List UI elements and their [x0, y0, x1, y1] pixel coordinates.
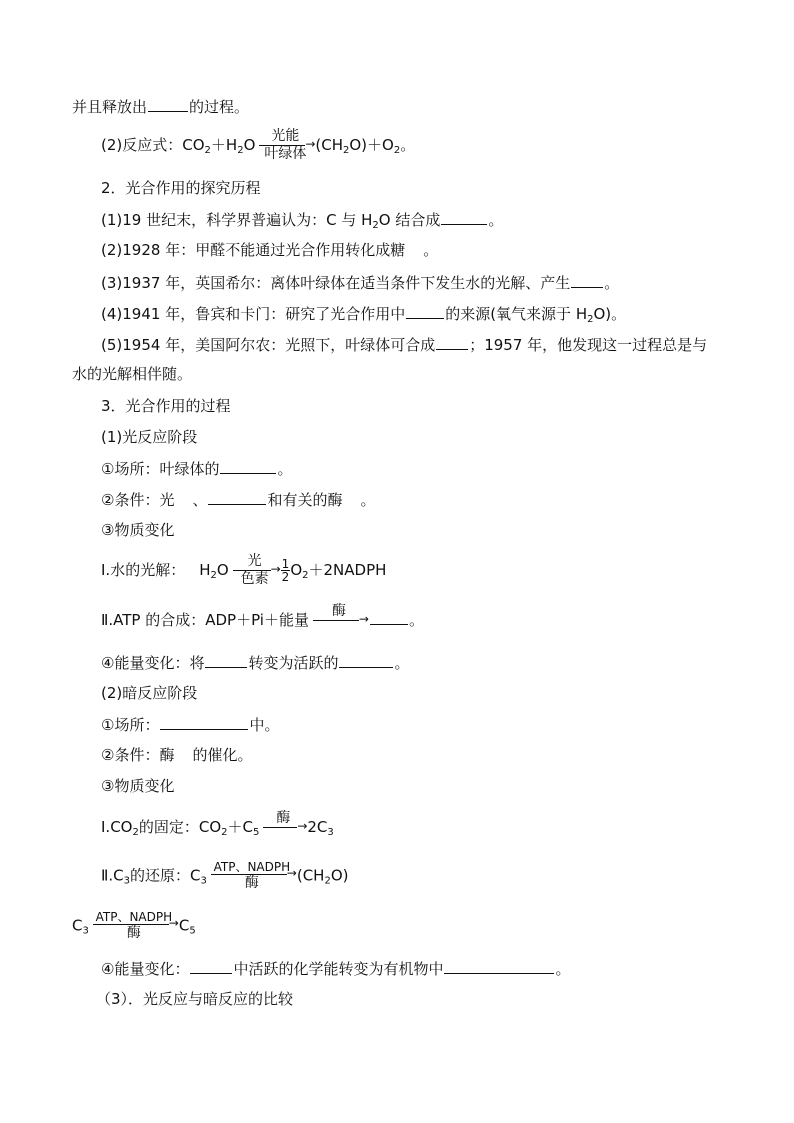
reaction-equation: Ⅰ.水的光解： $H_2O$ 光 → 色素 $\frac{1}{2}$ $O_2+2NADPH$	[101, 553, 386, 588]
fill-blank[interactable]	[406, 303, 444, 319]
subsection-heading: (2)暗反应阶段	[101, 684, 198, 702]
fill-blank[interactable]	[160, 714, 248, 730]
fill-blank[interactable]	[339, 652, 393, 668]
text-line: ④能量变化： 中活跃的化学能转变为有机物中 。	[101, 960, 571, 978]
text-line: ③物质变化	[101, 521, 175, 539]
reaction-equation: Ⅱ.ATP 的合成：ADP＋Pi＋能量 酶 → 。	[101, 603, 424, 638]
reaction-equation: $C_3$ ATP、NADPH → 酶 $C_5$	[72, 910, 196, 942]
fill-blank[interactable]	[370, 609, 408, 625]
text-line: ②条件：光 、 和有关的酶 。	[101, 491, 376, 509]
subsection-heading: （3）．光反应与暗反应的比较	[96, 990, 294, 1008]
reaction-arrow: ATP、NADPH → 酶	[211, 860, 293, 892]
fill-blank[interactable]	[441, 209, 487, 225]
text-line: ④能量变化：将 转变为活跃的 。	[101, 654, 410, 672]
reaction-arrow: 光能 → 叶绿体	[259, 128, 311, 163]
section-heading: 2．光合作用的探究历程	[101, 179, 261, 197]
reaction-arrow: 酶 →	[313, 603, 365, 638]
fill-blank[interactable]	[148, 96, 188, 112]
fill-blank[interactable]	[190, 958, 232, 974]
text-line: ②条件：酶 的催化。	[101, 746, 253, 764]
reaction-equation: $Ⅰ.CO_2$的固定：$CO_2+C_5$ 酶 → $2C_3$	[101, 810, 334, 845]
fill-blank[interactable]	[205, 652, 247, 668]
subsection-heading: (1)光反应阶段	[101, 428, 198, 446]
fill-blank[interactable]	[444, 958, 554, 974]
reaction-arrow: 酶 →	[263, 810, 303, 845]
reaction-arrow: 光 → 色素	[233, 553, 277, 588]
text-line: (4)1941 年，鲁宾和卡门：研究了光合作用中 的来源(氧气来源于 $H_2O$)。	[101, 305, 627, 325]
text-line: (2)1928 年：甲醛不能通过光合作用转化成糖 。	[101, 241, 439, 259]
fill-blank[interactable]	[208, 489, 266, 505]
text-line: ③物质变化	[101, 777, 175, 795]
fraction: $\frac{1}{2}$	[281, 557, 290, 584]
fill-blank[interactable]	[436, 334, 468, 350]
reaction-equation: (2)反应式：$CO_2+H_2O$ 光能 → 叶绿体 $(CH_2O)+O_2$。	[101, 128, 415, 163]
fill-blank[interactable]	[220, 458, 276, 474]
text-line: (1)19 世纪末，科学界普遍认为：C 与 $H_2O$ 结合成 。	[101, 211, 504, 231]
text-line: ①场所：叶绿体的 。	[101, 460, 293, 478]
reaction-arrow: ATP、NADPH → 酶	[93, 910, 175, 942]
text-line: ①场所： 中。	[101, 716, 280, 734]
text-line: 并且释放出 的过程。	[72, 98, 250, 116]
fill-blank[interactable]	[571, 272, 603, 288]
text-line: 水的光解相伴随。	[72, 365, 193, 383]
section-heading: 3．光合作用的过程	[101, 397, 231, 415]
text-line: (5)1954 年，美国阿尔农：光照下，叶绿体可合成 ；1957 年，他发现这一过程总是与	[101, 336, 708, 354]
reaction-equation: $Ⅱ.C_3$的还原：$C_3$ ATP、NADPH → 酶 $(CH_2O)$	[101, 860, 349, 892]
text-line: (3)1937 年，英国希尔：离体叶绿体在适当条件下发生水的光解、产生 。	[101, 274, 620, 292]
